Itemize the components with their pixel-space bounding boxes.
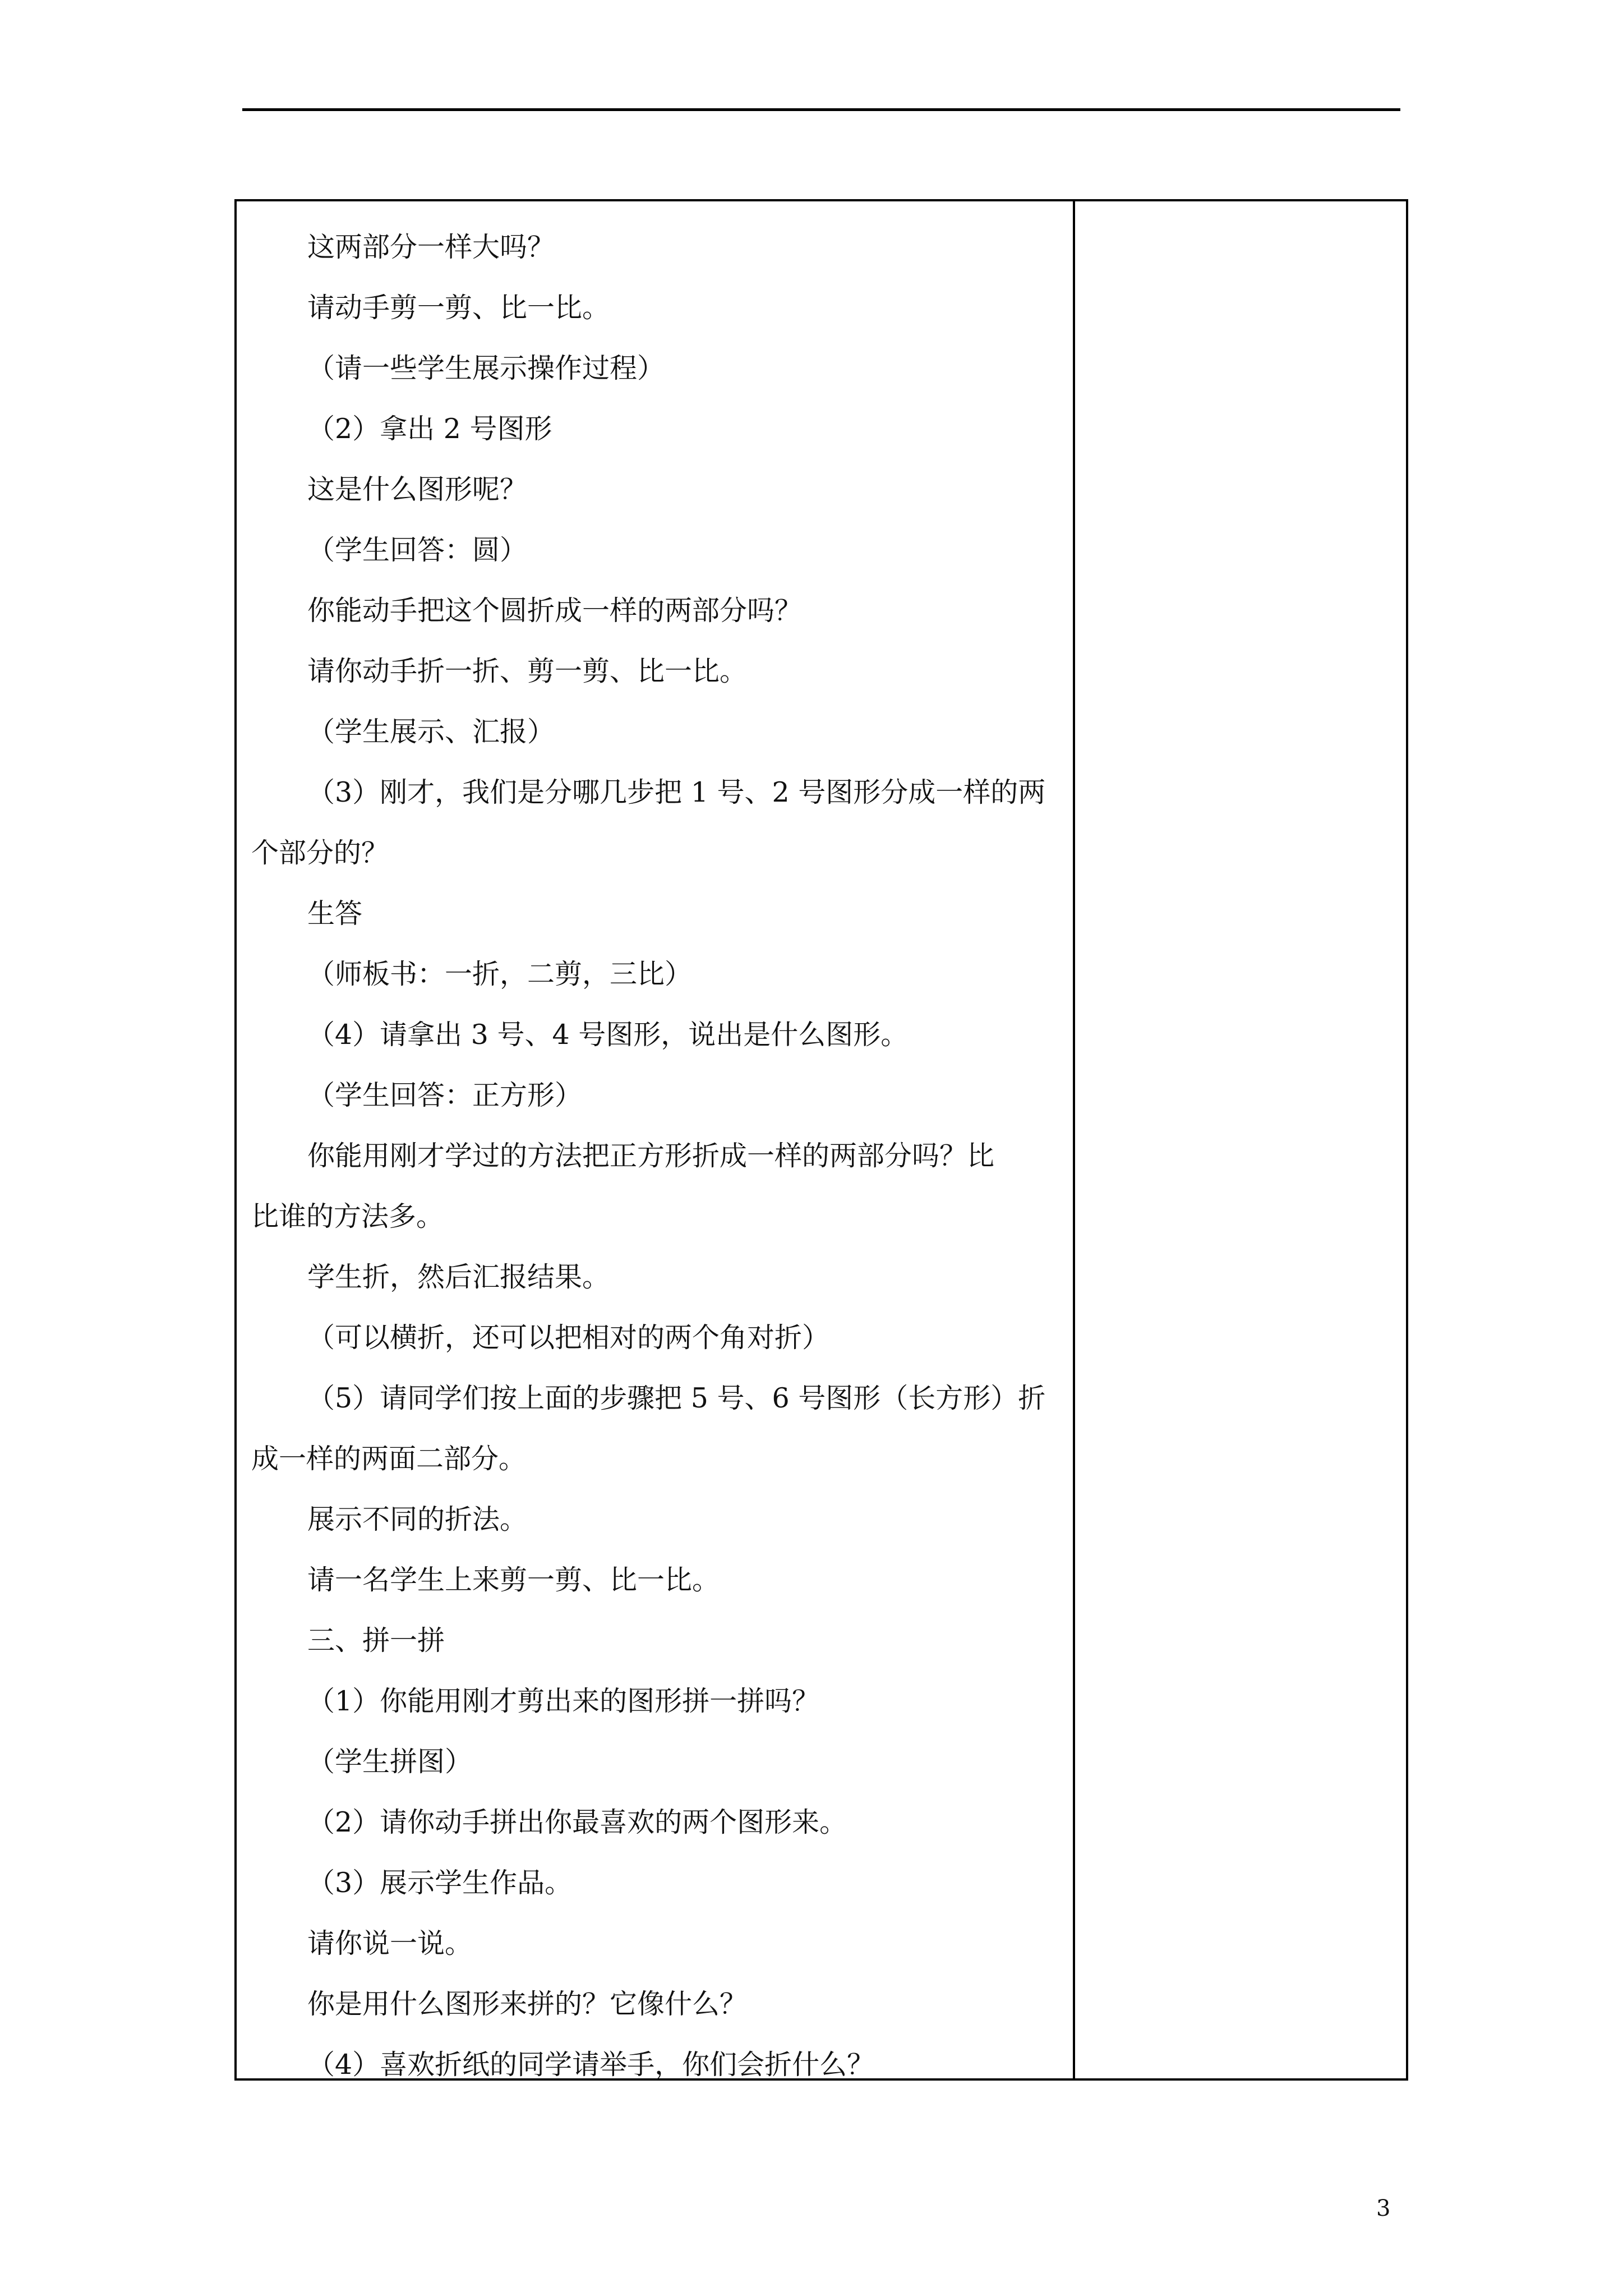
text-line: （可以横折，还可以把相对的两个角对折） <box>307 1322 830 1354</box>
text-line: 这是什么图形呢？ <box>307 473 528 505</box>
text-line: 个部分的？ <box>251 837 389 869</box>
text-line: 你是用什么图形来拼的？它像什么？ <box>307 1988 748 2020</box>
text-line: 请一名学生上来剪一剪、比一比。 <box>307 1564 720 1596</box>
text-line: （学生展示、汇报） <box>307 716 555 748</box>
text-line: （学生回答：圆） <box>307 534 528 566</box>
text-line: 生答 <box>307 898 363 930</box>
text-line: 你能动手把这个圆折成一样的两部分吗？ <box>307 595 803 627</box>
text-line: 这两部分一样大吗？ <box>307 231 555 263</box>
text-line: （2）拿出 2 号图形 <box>307 413 552 445</box>
text-line: （3）刚才，我们是分哪几步把 1 号、2 号图形分成一样的两 <box>307 776 1046 808</box>
text-line: （师板书：一折，二剪，三比） <box>307 958 693 990</box>
text-line: 请你动手折一折、剪一剪、比一比。 <box>307 655 748 687</box>
header-rule <box>242 108 1400 111</box>
text-line: 展示不同的折法。 <box>307 1503 528 1535</box>
text-line: 请动手剪一剪、比一比。 <box>307 292 610 324</box>
text-line: （4）喜欢折纸的同学请举手，你们会折什么？ <box>307 2049 875 2081</box>
lesson-table <box>234 199 1408 2081</box>
page-number: 3 <box>1376 2196 1391 2221</box>
text-line: （4）请拿出 3 号、4 号图形，说出是什么图形。 <box>307 1019 909 1051</box>
text-line: （请一些学生展示操作过程） <box>307 352 665 384</box>
text-line: （5）请同学们按上面的步骤把 5 号、6 号图形（长方形）折 <box>307 1382 1046 1414</box>
text-line: （1）你能用刚才剪出来的图形拼一拼吗？ <box>307 1685 820 1717</box>
text-line: （学生回答：正方形） <box>307 1079 583 1111</box>
lesson-content-cell <box>237 201 1073 2081</box>
text-line: 比谁的方法多。 <box>251 1200 444 1232</box>
text-line: （学生拼图） <box>307 1746 473 1778</box>
text-line: 请你说一说。 <box>307 1927 473 1959</box>
text-line: 成一样的两面二部分。 <box>251 1443 527 1475</box>
text-line: （2）请你动手拼出你最喜欢的两个图形来。 <box>307 1806 847 1838</box>
text-line: 三、拼一拼 <box>307 1625 445 1657</box>
text-line: （3）展示学生作品。 <box>307 1867 573 1899</box>
text-line: 学生折，然后汇报结果。 <box>307 1261 610 1293</box>
text-line: 你能用刚才学过的方法把正方形折成一样的两部分吗？比 <box>307 1140 995 1172</box>
notes-cell <box>1075 201 1406 2078</box>
